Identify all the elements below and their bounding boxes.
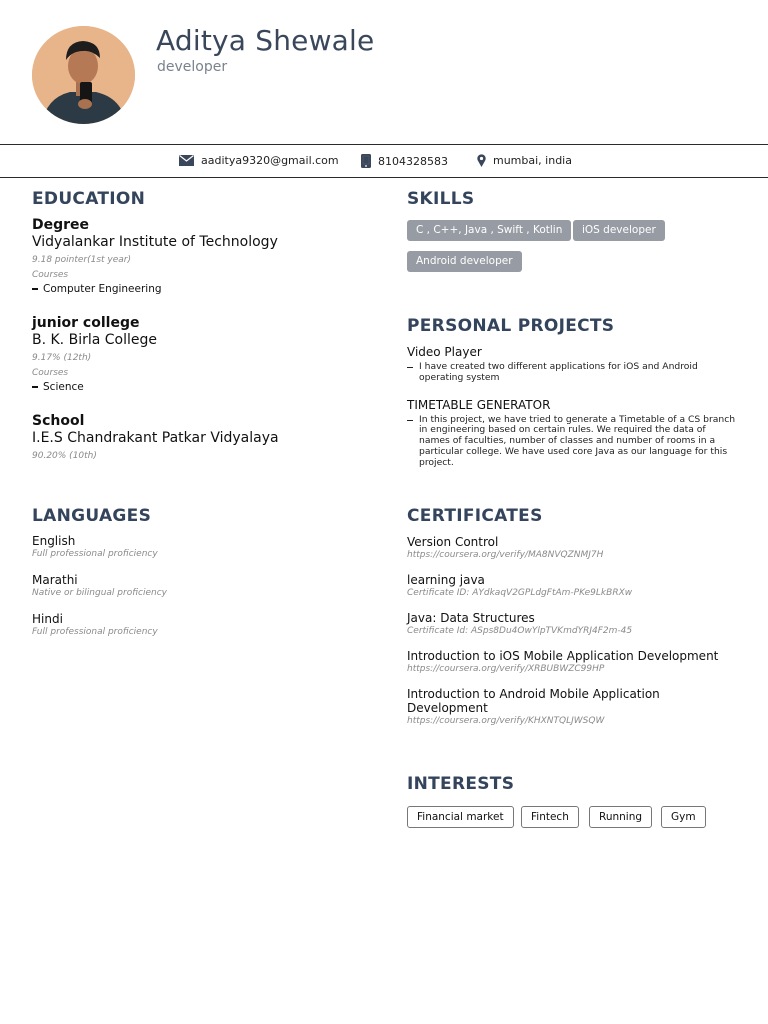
certificate-name: Introduction to Android Mobile Application Development [407, 687, 660, 715]
certificates-title: CERTIFICATES [407, 506, 543, 526]
skill-chip: C , C++, Java , Swift , Kotlin [407, 220, 571, 241]
interest-chip: Financial market [407, 806, 514, 828]
interest-chip: Running [589, 806, 652, 828]
certificate-item [407, 687, 727, 726]
skill-chip: Android developer [407, 251, 522, 272]
map-pin-icon [477, 154, 486, 167]
course-item: Science [32, 381, 372, 393]
certificate-item [407, 649, 737, 674]
certificate-id: Certificate ID: AYdkaqV2GPLdgFtAm-PKe9LkBRXw [407, 588, 633, 598]
envelope-icon [179, 155, 194, 166]
certificate-link[interactable]: https://coursera.org/verify/XRBUBWZC99HP [407, 664, 605, 674]
language-name: Marathi [32, 573, 78, 587]
avatar [32, 26, 135, 124]
project-description: In this project, we have tried to generate a Timetable of a CS branch in engineering based on certain rules. We required the data of names of faculties, number of classes and number of rooms in a particular college. We have used core Java as our language for this project. [407, 415, 737, 469]
certificate-name: Java: Data Structures [407, 611, 535, 625]
language-name: Hindi [32, 612, 63, 626]
candidate-role: developer [157, 59, 228, 75]
language-item [32, 612, 372, 637]
interests-title: INTERESTS [407, 774, 515, 794]
language-level: Full professional proficiency [32, 549, 158, 559]
certificate-name: learning java [407, 573, 485, 587]
contact-phone[interactable] [361, 154, 448, 168]
certificates-section [407, 506, 737, 726]
projects-section [407, 316, 737, 469]
contact-location[interactable] [477, 154, 572, 167]
education-grade: 9.17% (12th) [32, 353, 92, 363]
interest-chip: Gym [661, 806, 706, 828]
education-item [32, 315, 372, 393]
education-item [32, 217, 372, 295]
contact-bar [0, 144, 768, 178]
candidate-name: Aditya Shewale [156, 24, 375, 57]
certificate-link[interactable]: https://coursera.org/verify/MA8NVQZNMJ7H [407, 550, 604, 560]
courses-label: Courses [32, 270, 69, 280]
certificate-item [407, 611, 737, 636]
project-item [407, 345, 737, 384]
education-grade: 90.20% (10th) [32, 451, 97, 461]
phone-icon [361, 154, 371, 168]
education-institution: I.E.S Chandrakant Patkar Vidyalaya [32, 430, 279, 446]
email-text: aaditya9320@gmail.com [201, 154, 339, 167]
skills-section [407, 189, 737, 279]
certificate-name: Introduction to iOS Mobile Application Development [407, 649, 719, 663]
education-degree: Degree [32, 217, 90, 233]
education-grade: 9.18 pointer(1st year) [32, 255, 131, 265]
contact-email[interactable] [179, 154, 339, 167]
language-item [32, 573, 372, 598]
education-institution: Vidyalankar Institute of Technology [32, 234, 278, 250]
certificate-link[interactable]: https://coursera.org/verify/KHXNTQLJWSQW [407, 716, 605, 726]
education-degree: junior college [32, 315, 140, 331]
skills-title: SKILLS [407, 189, 475, 209]
education-item [32, 413, 372, 461]
languages-section [32, 506, 372, 637]
education-degree: School [32, 413, 85, 429]
education-section [32, 189, 372, 461]
project-item [407, 398, 737, 469]
location-text: mumbai, india [493, 154, 572, 167]
resume-header [0, 0, 768, 144]
courses-label: Courses [32, 368, 69, 378]
skill-chip: iOS developer [573, 220, 665, 241]
project-name: Video Player [407, 345, 482, 359]
certificate-name: Version Control [407, 535, 499, 549]
interests-section [407, 774, 737, 794]
education-institution: B. K. Birla College [32, 332, 157, 348]
education-title: EDUCATION [32, 189, 146, 209]
language-level: Native or bilingual proficiency [32, 588, 167, 598]
languages-title: LANGUAGES [32, 506, 152, 526]
projects-title: PERSONAL PROJECTS [407, 316, 615, 336]
interest-chip: Fintech [521, 806, 579, 828]
course-item: Computer Engineering [32, 283, 372, 295]
language-level: Full professional proficiency [32, 627, 158, 637]
certificate-item [407, 573, 737, 598]
phone-text: 8104328583 [378, 154, 448, 168]
certificate-item [407, 535, 737, 560]
project-name: TIMETABLE GENERATOR [407, 397, 551, 412]
language-name: English [32, 534, 76, 548]
certificate-id: Certificate Id: ASps8Du4OwYlpTVKmdYRJ4F2m-45 [407, 626, 633, 636]
language-item [32, 534, 372, 559]
project-description: I have created two different applications for iOS and Android operating system [407, 362, 737, 384]
